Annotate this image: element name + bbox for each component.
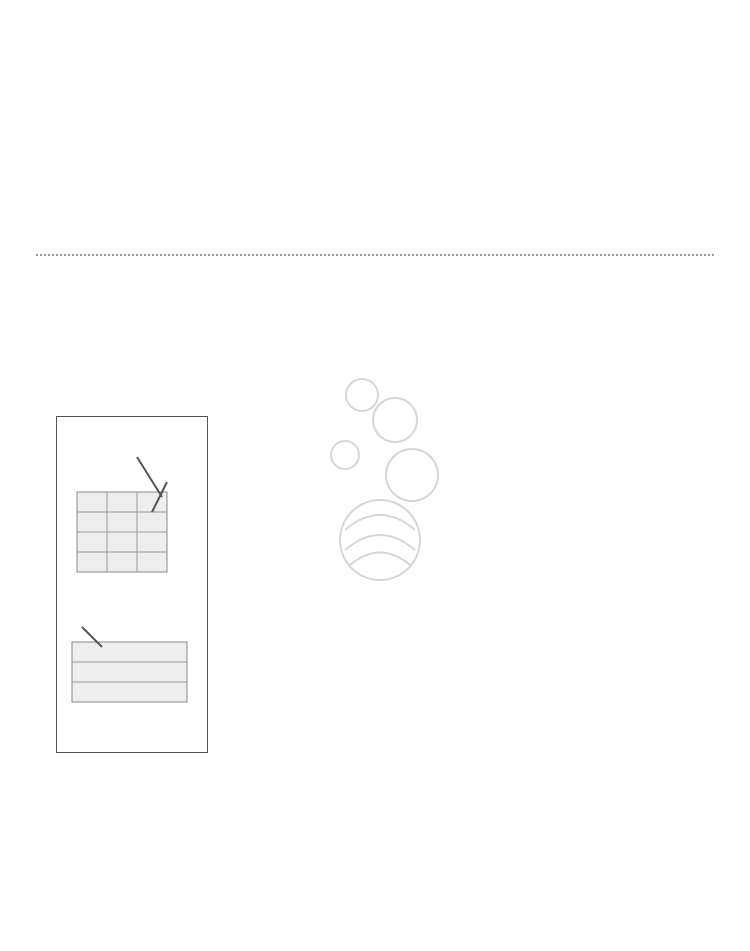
inset-box — [56, 416, 208, 753]
seam-diagram-1 — [67, 452, 197, 577]
yarn-ball-logo — [331, 379, 438, 580]
seam-diagram-2 — [67, 617, 197, 707]
